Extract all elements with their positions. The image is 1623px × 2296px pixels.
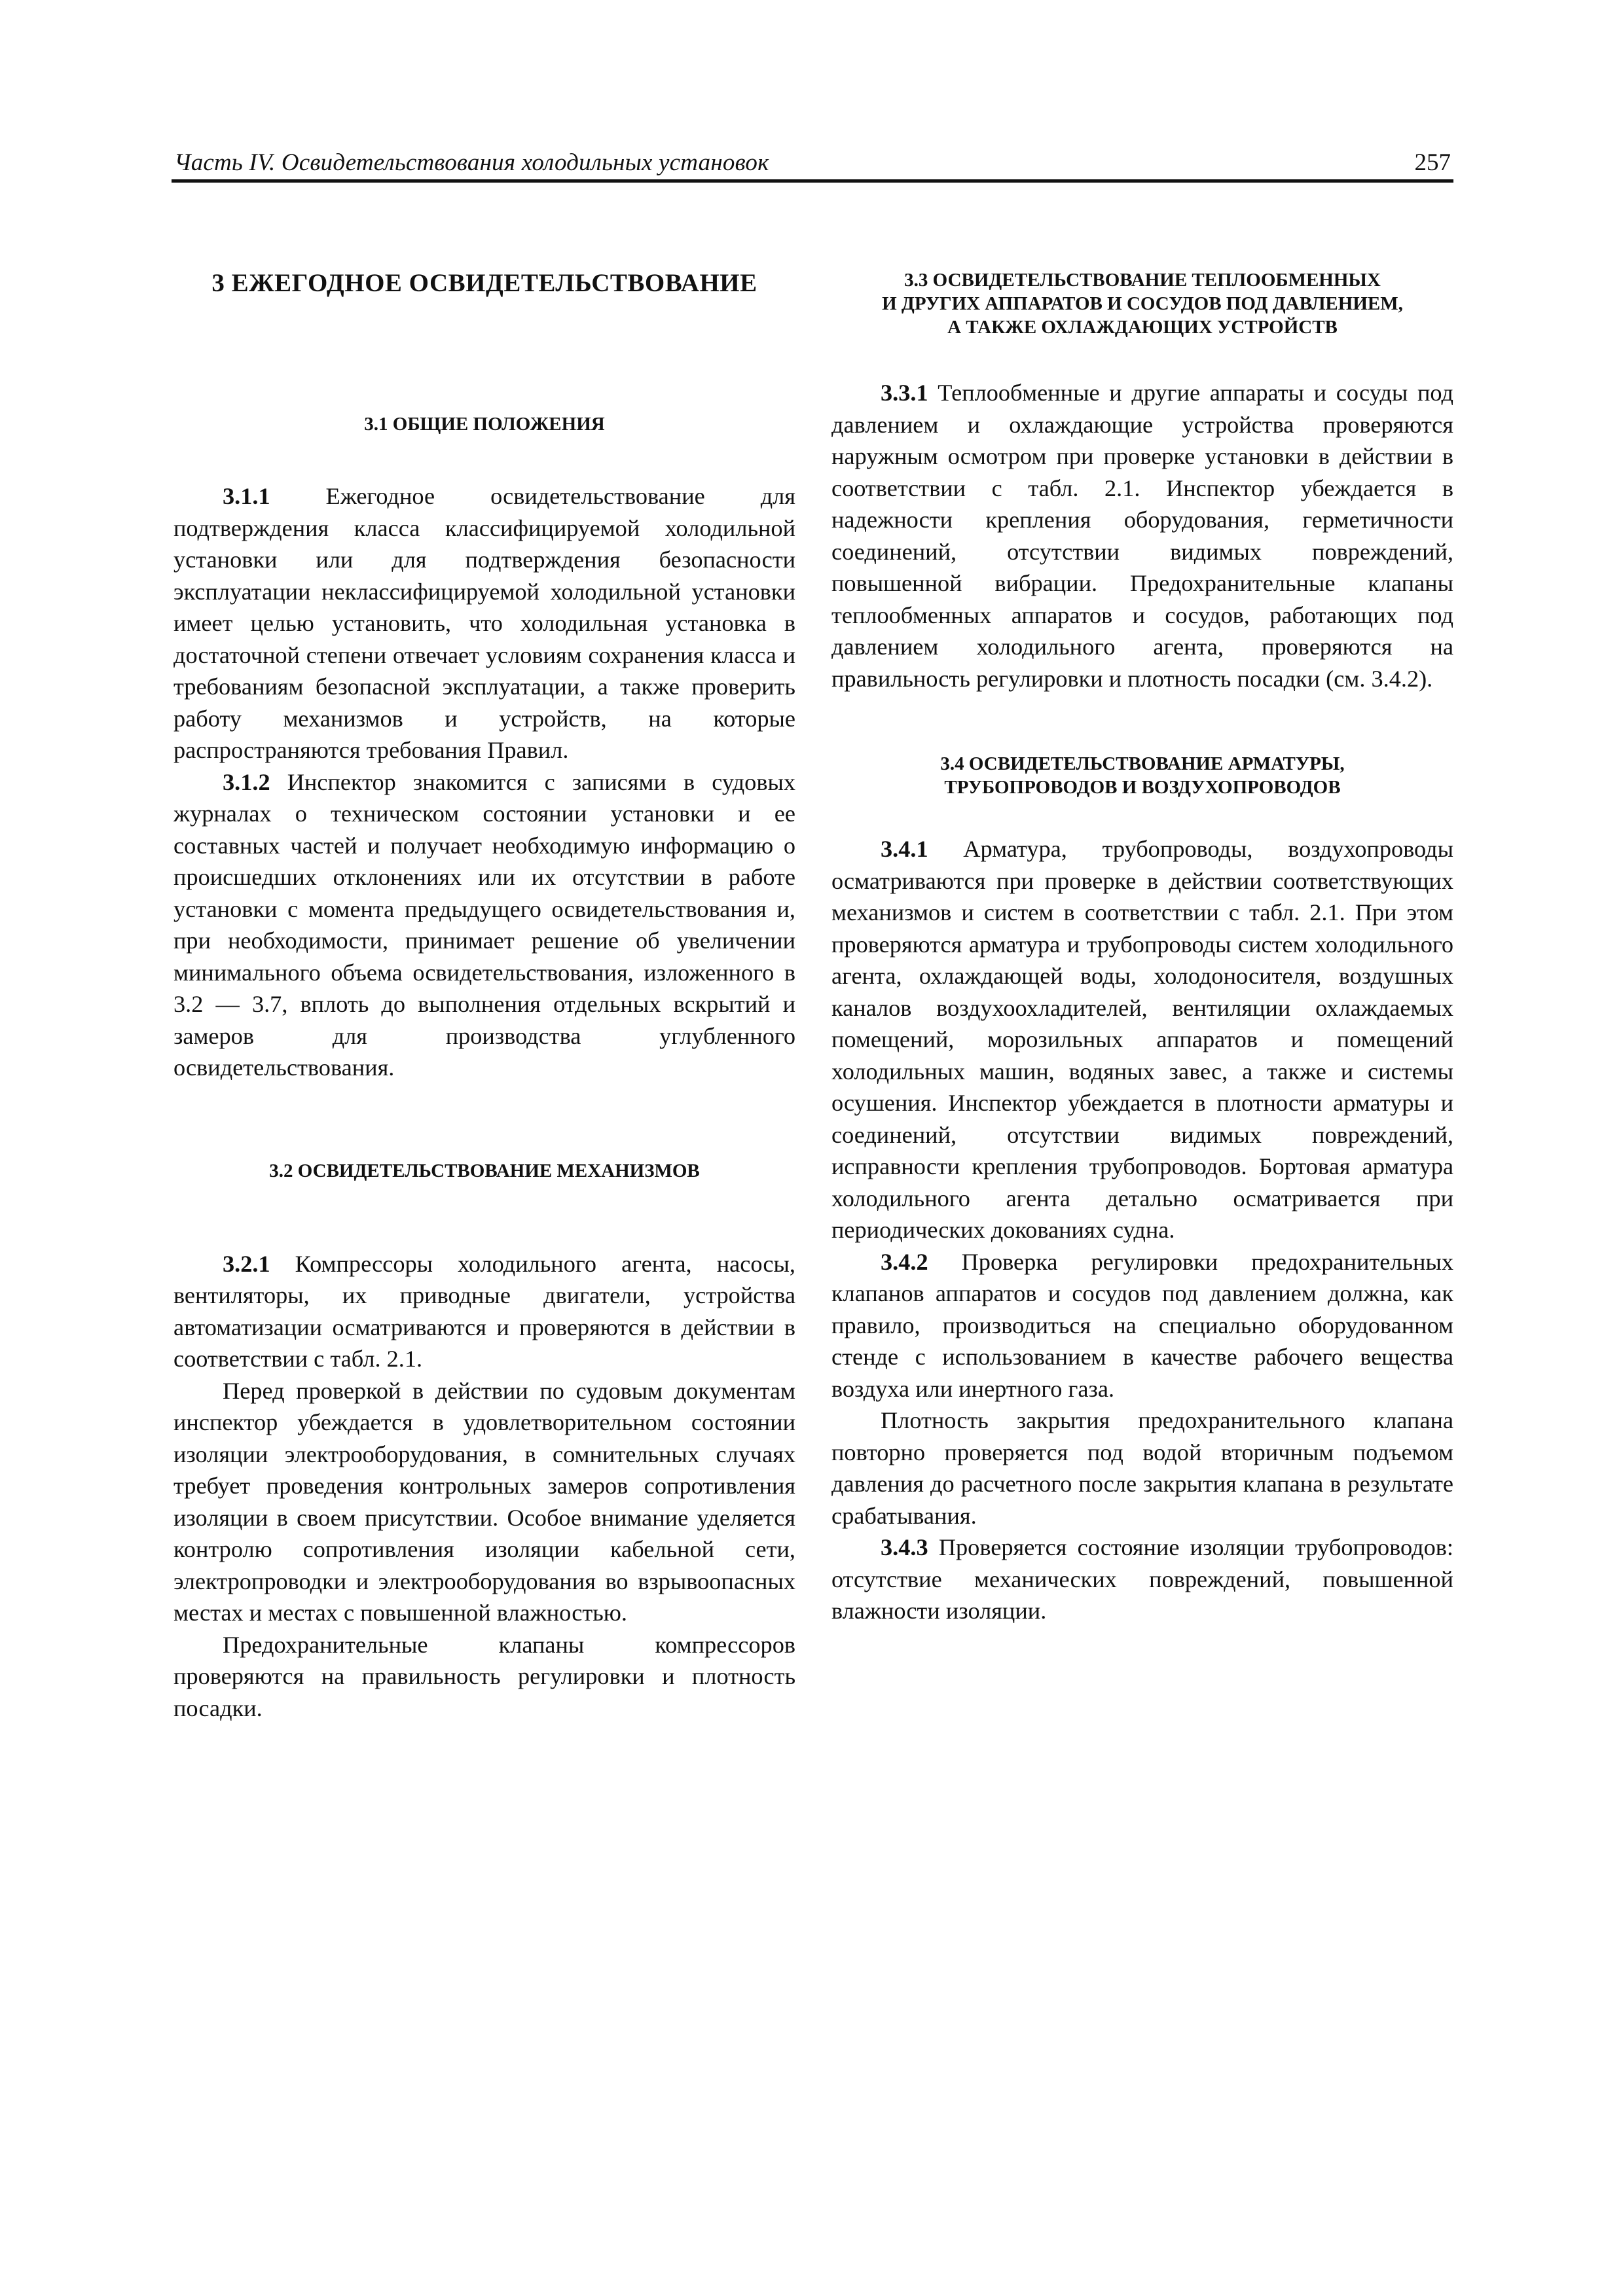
page-number: 257 — [1414, 149, 1451, 176]
section-3-2-title: 3.2 ОСВИДЕТЕЛЬСТВОВАНИЕ МЕХАНИЗМОВ — [269, 1160, 700, 1181]
paragraph-3-2-1: 3.2.1 Компрессоры холодильного агента, насосы, вентиляторы, их приводные двигатели, устройства автоматизации осматриваются и проверяются в действии в соответствии с табл. 2.1. — [173, 1250, 795, 1372]
paragraph-number: 3.2.1 — [223, 1250, 270, 1277]
running-header-title: Часть IV. Освидетельствования холодильных установок — [174, 149, 769, 176]
paragraph-number: 3.4.2 — [881, 1248, 928, 1275]
paragraph-3-2-1-continued: Перед проверкой в действии по судовым документам инспектор убеждается в удовлетворительном состоянии изоляции электрооборудования, в сомнительных случаях требует проведения контрольных замеров сопротивления изоляции в своем присутствии. Особое внимание уделяется контролю сопротивления изоляции кабельной сети, электропроводки и электрооборудования во взрывоопасных местах и местах с повышенной влажностью. — [173, 1377, 795, 1626]
paragraph-number: 3.1.2 — [223, 768, 270, 795]
paragraph-3-4-3: 3.4.3 Проверяется состояние изоляции трубопроводов: отсутствие механических повреждений, повышенной влажности изоляции. — [831, 1534, 1453, 1624]
paragraph-3-4-1: 3.4.1 Арматура, трубопроводы, воздухопроводы осматриваются при проверке в действии соответствующих механизмов и систем в соответствии с табл. 2.1. При этом проверяются арматура и трубопроводы систем холодильного агента, охлаждающей воды, холодоносителя, воздушных каналов воздухоохладителей, вентиляции охлаждаемых помещений, морозильных аппаратов и помещений холодильных машин, водяных завес, а также и системы осушения. Инспектор убеждается в плотности арматуры и соединений, отсутствии видимых повреждений, исправности крепления трубопроводов. Бортовая арматура холодильного агента детально осматривается при периодических докованиях судна. — [831, 836, 1453, 1243]
paragraph-number: 3.1.1 — [223, 483, 270, 509]
paragraph-3-1-2: 3.1.2 Инспектор знакомится с записями в судовых журналах о техническом состоянии установки и ее составных частей и получает необходимую информацию о происшедших отклонениях или их отсутствии в работе установки с момента предыдущего освидетельствования и, при необходимости, принимает решение об увеличении минимального объема освидетельствования, изложенного в 3.2 — 3.7, вплоть до выполнения отдельных вскрытий и замеров для производства углубленного освидетельствования. — [173, 768, 795, 1081]
paragraph-number: 3.4.1 — [881, 836, 928, 862]
paragraph-3-3-1: 3.3.1 Теплообменные и другие аппараты и сосуды под давлением и охлаждающие устройства проверяются наружным осмотром при проверке установки в действии в соответствии с табл. 2.1. Инспектор убеждается в надежности крепления оборудования, герметичности соединений, отсутствии видимых повреждений, повышенной вибрации. Предохранительные клапаны теплообменных аппаратов и сосудов, работающих под давлением холодильного агента, проверяются на правильность регулировки и плотность посадки (см. 3.4.2). — [831, 380, 1453, 692]
paragraph-3-4-2: 3.4.2 Проверка регулировки предохранительных клапанов аппаратов и сосудов под давлением должна, как правило, производиться на специально оборудованном стенде с использованием в качестве рабочего вещества воздуха или инертного газа. — [831, 1248, 1453, 1402]
right-column — [831, 255, 1453, 1627]
paragraph-3-4-2-continued: Плотность закрытия предохранительного клапана повторно проверяется под водой вторичным подъемом давления до расчетного после закрытия клапана в результате срабатывания. — [831, 1407, 1453, 1529]
paragraph-number: 3.3.1 — [881, 380, 928, 406]
section-3-4-title: 3.4 ОСВИДЕТЕЛЬСТВОВАНИЕ АРМАТУРЫ, ТРУБОПРОВОДОВ И ВОЗДУХОПРОВОДОВ — [940, 753, 1345, 798]
running-header — [172, 143, 1453, 183]
paragraph-3-2-1-safety-valves: Предохранительные клапаны компрессоров проверяются на правильность регулировки и плотность посадки. — [173, 1631, 795, 1721]
left-column — [173, 255, 795, 1724]
chapter-title: 3 ЕЖЕГОДНОЕ ОСВИДЕТЕЛЬСТВОВАНИЕ — [211, 269, 757, 297]
section-3-3-title: 3.3 ОСВИДЕТЕЛЬСТВОВАНИЕ ТЕПЛООБМЕННЫХ И ДРУГИХ АППАРАТОВ И СОСУДОВ ПОД ДАВЛЕНИЕМ, А ТАКЖЕ ОХЛАЖДАЮЩИХ УСТРОЙСТВ — [882, 270, 1403, 338]
section-3-1-title: 3.1 ОБЩИЕ ПОЛОЖЕНИЯ — [364, 414, 605, 435]
paragraph-number: 3.4.3 — [881, 1534, 928, 1560]
paragraph-3-1-1: 3.1.1 Ежегодное освидетельствование для подтверждения класса классифицируемой холодильной установки или для подтверждения безопасности эксплуатации неклассифицируемой холодильной установки имеет целью установить, что холодильная установка в достаточной степени отвечает условиям сохранения класса и требованиям безопасной эксплуатации, а также проверить работу механизмов и устройств, на которые распространяются требования Правил. — [173, 483, 795, 763]
